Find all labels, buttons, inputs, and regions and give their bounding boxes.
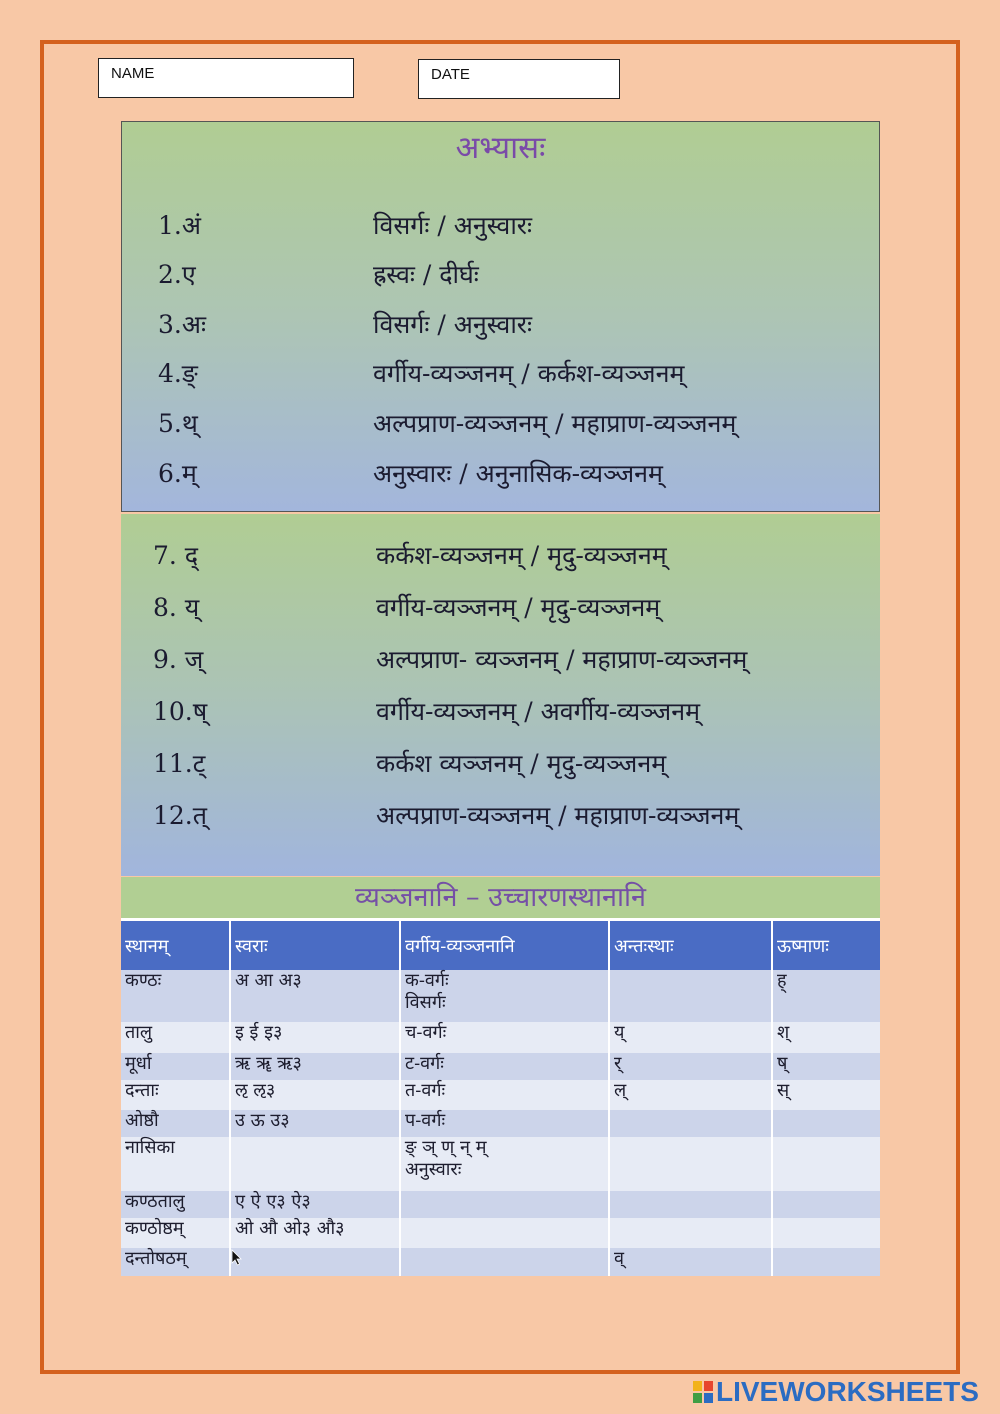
table-title: व्यञ्जनानि – उच्चारणस्थानानि: [121, 877, 880, 921]
exercise-options[interactable]: विसर्गः / अनुस्वारः: [373, 211, 533, 240]
name-field[interactable]: [98, 58, 354, 98]
exercise-question: 8. य्: [153, 593, 200, 622]
exercise-title: अभ्यासः: [455, 130, 546, 166]
table-cell: ओष्ठौ: [121, 1110, 230, 1137]
table-cell: [230, 1248, 400, 1276]
mouse-cursor-icon: [231, 1249, 243, 1267]
table-row: [121, 970, 880, 1022]
table-cell: र्: [609, 1053, 772, 1080]
exercise-question: 2.ए: [158, 260, 196, 289]
table-cell: च-वर्गः: [400, 1022, 609, 1053]
exercise-options[interactable]: अनुस्वारः / अनुनासिक-व्यञ्जनम्: [373, 459, 663, 488]
exercise-row: [121, 798, 880, 838]
exercise-question: 4.ङ्: [158, 359, 198, 388]
table-cell: [609, 1191, 772, 1218]
table-cell: [772, 1218, 880, 1248]
table-cell: इ ई इ३: [230, 1022, 400, 1053]
table-cell: य्: [609, 1022, 772, 1053]
table-cell: [609, 1218, 772, 1248]
name-label: NAME: [111, 65, 155, 82]
exercise-row: [121, 642, 880, 682]
date-label: DATE: [431, 66, 470, 83]
table-cell: दन्ताः: [121, 1080, 230, 1110]
exercise-row: [121, 538, 880, 578]
table-cell: [400, 1248, 609, 1276]
table-cell: दन्तोषठम्: [121, 1248, 230, 1276]
exercise-options[interactable]: अल्पप्राण-व्यञ्जनम् / महाप्राण-व्यञ्जनम्: [373, 409, 737, 438]
exercise-row: [121, 694, 880, 734]
exercise-row: [121, 590, 880, 630]
exercise-question: 1.अं: [158, 211, 201, 240]
table-cell: अ आ अ३: [230, 970, 400, 1022]
exercise-question: 10.ष्: [153, 697, 208, 726]
exercise-options[interactable]: वर्गीय-व्यञ्जनम् / कर्कश-व्यञ्जनम्: [373, 359, 685, 388]
table-cell: उ ऊ उ३: [230, 1110, 400, 1137]
table-cell: ङ् ञ् ण् न् म् अनुस्वारः: [400, 1137, 609, 1191]
table-cell: [400, 1218, 609, 1248]
exercise-row: [122, 456, 879, 496]
table-cell: [609, 1110, 772, 1137]
table-cell: नासिका: [121, 1137, 230, 1191]
liveworksheets-logo-icon: [693, 1381, 713, 1403]
exercise-row: [121, 746, 880, 786]
exercise-row: [122, 406, 879, 446]
exercise-row: [122, 307, 879, 347]
table-row: [121, 1080, 880, 1110]
column-header: अन्तःस्थाः: [609, 921, 772, 970]
table-cell: ट-वर्गः: [400, 1053, 609, 1080]
exercise-options[interactable]: कर्कश व्यञ्जनम् / मृदु-व्यञ्जनम्: [376, 749, 667, 778]
table-cell: ए ऐ ए३ ऐ३: [230, 1191, 400, 1218]
table-row: [121, 1191, 880, 1218]
table-cell: [772, 1248, 880, 1276]
table-row: [121, 1110, 880, 1137]
table-cell: [772, 1110, 880, 1137]
column-header: स्थानम्: [121, 921, 230, 970]
column-header: ऊष्माणः: [772, 921, 880, 970]
exercise-question: 9. ज्: [153, 645, 204, 674]
table-cell: श्: [772, 1022, 880, 1053]
exercise-row: [122, 356, 879, 396]
exercise-question: 6.म्: [158, 459, 197, 488]
table-cell: [400, 1191, 609, 1218]
liveworksheets-brand[interactable]: [693, 1376, 979, 1408]
table-cell: व्: [609, 1248, 772, 1276]
exercise-options[interactable]: ह्रस्वः / दीर्घः: [373, 260, 479, 289]
pronunciation-table-section: [121, 877, 880, 1279]
table-cell: कण्ठोष्ठम्: [121, 1218, 230, 1248]
brand-text: LIVEWORKSHEETS: [716, 1376, 979, 1407]
table-cell: [772, 1191, 880, 1218]
table-cell: [230, 1137, 400, 1191]
exercise-question: 7. द्: [153, 541, 199, 570]
date-field[interactable]: [418, 59, 620, 99]
table-row: [121, 1218, 880, 1248]
table-cell: [609, 1137, 772, 1191]
exercise-options[interactable]: अल्पप्राण-व्यञ्जनम् / महाप्राण-व्यञ्जनम्: [376, 801, 740, 830]
exercise-options[interactable]: वर्गीय-व्यञ्जनम् / अवर्गीय-व्यञ्जनम्: [376, 697, 701, 726]
table-cell: प-वर्गः: [400, 1110, 609, 1137]
table-cell: [609, 970, 772, 1022]
pronunciation-table: [121, 921, 880, 1276]
column-header: वर्गीय-व्यञ्जनानि: [400, 921, 609, 970]
table-cell: मूर्धा: [121, 1053, 230, 1080]
exercise-row: [122, 208, 879, 248]
table-cell: कण्ठः: [121, 970, 230, 1022]
table-cell: ह्: [772, 970, 880, 1022]
table-row: [121, 1137, 880, 1191]
table-cell: ल्: [609, 1080, 772, 1110]
exercise-question: 12.त्: [153, 801, 208, 830]
table-cell: तालु: [121, 1022, 230, 1053]
table-row: [121, 1022, 880, 1053]
table-cell: ऌ ऌ३: [230, 1080, 400, 1110]
table-cell: ओ औ ओ३ औ३: [230, 1218, 400, 1248]
exercise-options[interactable]: वर्गीय-व्यञ्जनम् / मृदु-व्यञ्जनम्: [376, 593, 661, 622]
table-cell: ष्: [772, 1053, 880, 1080]
table-row: [121, 1053, 880, 1080]
exercise-panel-1: [121, 121, 880, 512]
exercise-row: [122, 257, 879, 297]
table-cell: [772, 1137, 880, 1191]
exercise-question: 5.थ्: [158, 409, 198, 438]
table-cell: त-वर्गः: [400, 1080, 609, 1110]
table-cell: ऋ ॠ ऋ३: [230, 1053, 400, 1080]
table-cell: स्: [772, 1080, 880, 1110]
exercise-question: 3.अः: [158, 310, 207, 339]
table-cell: क-वर्गः विसर्गः: [400, 970, 609, 1022]
exercise-options[interactable]: कर्कश-व्यञ्जनम् / मृदु-व्यञ्जनम्: [376, 541, 667, 570]
table-header-row: [121, 921, 880, 970]
exercise-options[interactable]: विसर्गः / अनुस्वारः: [373, 310, 533, 339]
exercise-options[interactable]: अल्पप्राण- व्यञ्जनम् / महाप्राण-व्यञ्जनम्: [376, 645, 748, 674]
exercise-panel-2: [121, 514, 880, 876]
exercise-question: 11.ट्: [153, 749, 206, 778]
table-cell: कण्ठतालु: [121, 1191, 230, 1218]
column-header: स्वराः: [230, 921, 400, 970]
